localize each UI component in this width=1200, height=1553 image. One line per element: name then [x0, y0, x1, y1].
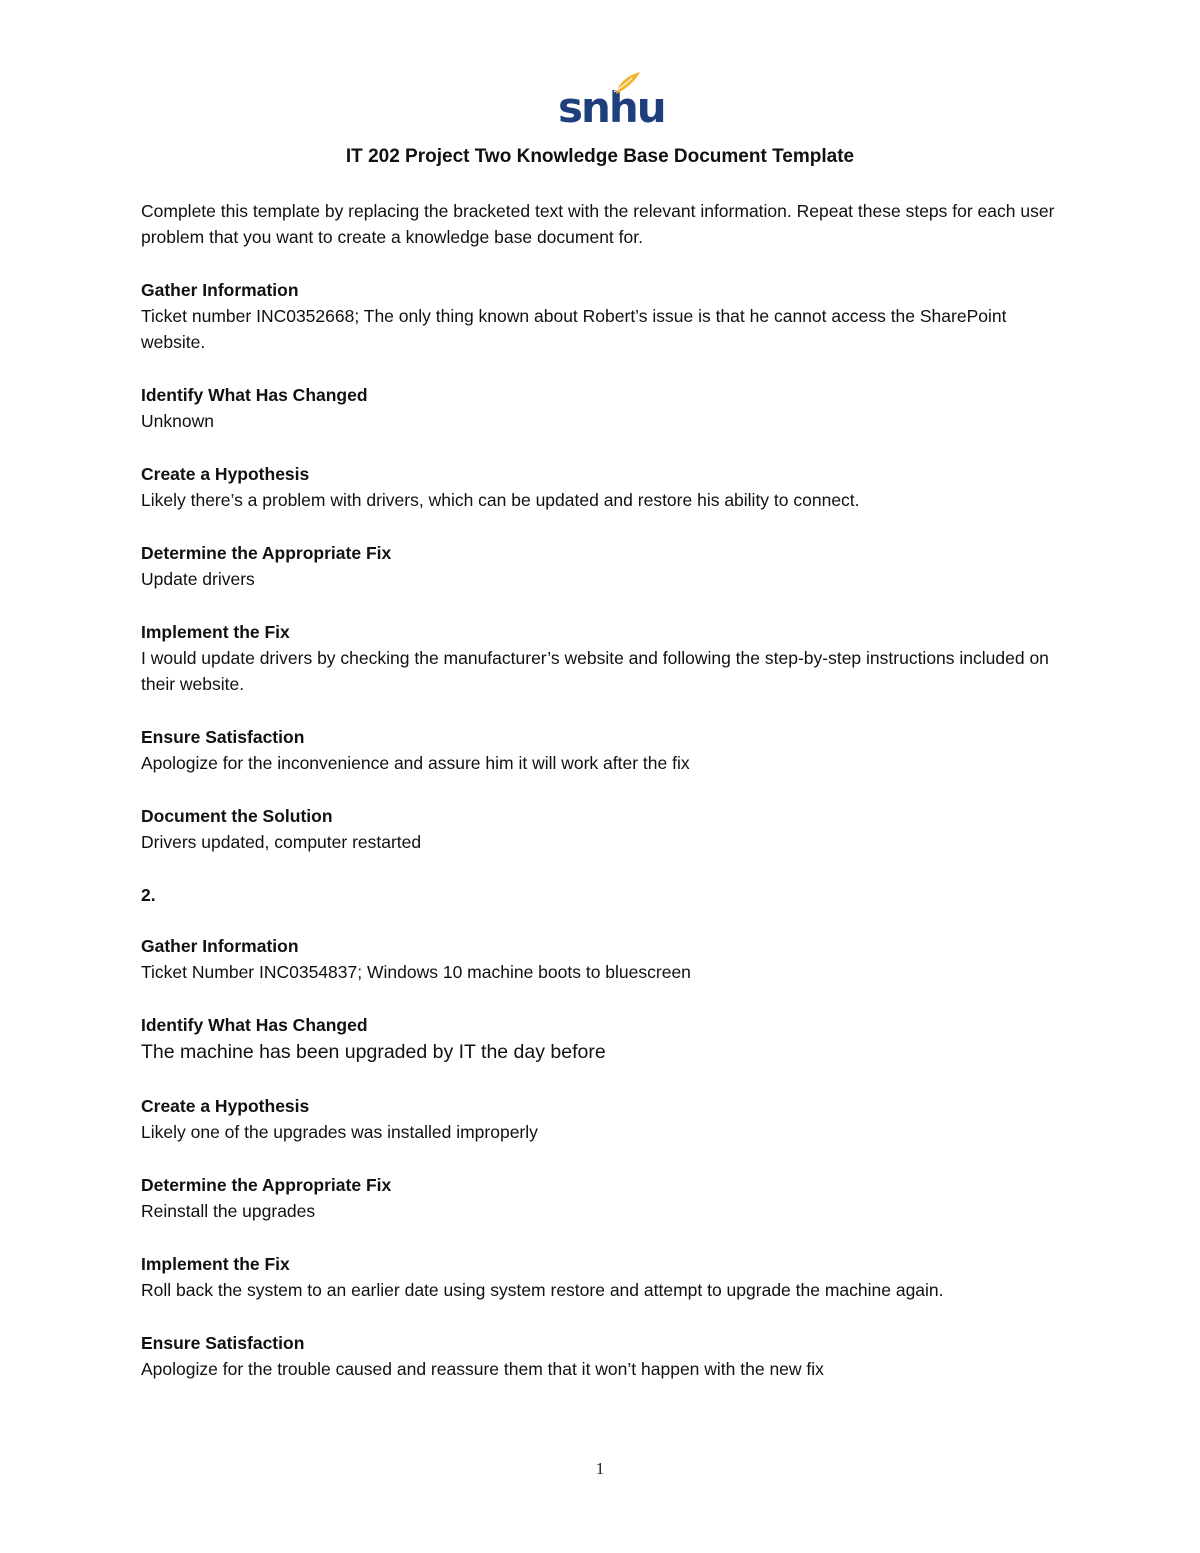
- section-heading: Determine the Appropriate Fix: [141, 543, 392, 563]
- section-heading: Ensure Satisfaction: [141, 1333, 305, 1353]
- section-heading: Gather Information: [141, 280, 299, 300]
- problem-number: 2.: [141, 885, 156, 905]
- p2-fix-section: [141, 1172, 1061, 1224]
- p1-document-section: [141, 803, 1061, 855]
- section-heading: Determine the Appropriate Fix: [141, 1175, 392, 1195]
- document-title: IT 202 Project Two Knowledge Base Document Template: [345, 146, 855, 167]
- section-text: The machine has been upgraded by IT the day before: [141, 1041, 606, 1063]
- section-text: Likely there’s a problem with drivers, which can be updated and restore his ability to connect.: [141, 490, 860, 510]
- section-heading: Gather Information: [141, 936, 299, 956]
- logo-wordmark: snhu: [558, 83, 665, 132]
- section-heading: Implement the Fix: [141, 1254, 290, 1274]
- section-text: Likely one of the upgrades was installed improperly: [141, 1122, 538, 1142]
- section-text: I would update drivers by checking the manufacturer’s website and following the step-by-step instructions included on their website.: [141, 648, 1049, 694]
- p2-satisfaction-section: [141, 1330, 1061, 1382]
- p2-implement-section: [141, 1251, 1061, 1303]
- section-text: Reinstall the upgrades: [141, 1201, 316, 1221]
- section-heading: Identify What Has Changed: [141, 385, 368, 405]
- section-heading: Create a Hypothesis: [141, 464, 310, 484]
- p1-hypothesis-section: [141, 461, 1061, 513]
- p1-gather-section: [141, 277, 1061, 355]
- p1-satisfaction-section: [141, 724, 1061, 776]
- section-text: Unknown: [141, 411, 214, 431]
- section-text: Drivers updated, computer restarted: [141, 832, 422, 852]
- section-heading: Implement the Fix: [141, 622, 290, 642]
- p1-changed-section: [141, 382, 1061, 434]
- snhu-logo: [556, 70, 665, 134]
- section-heading: Create a Hypothesis: [141, 1096, 310, 1116]
- section-text: Ticket Number INC0354837; Windows 10 machine boots to bluescreen: [141, 962, 691, 982]
- document-body: [141, 198, 1061, 1409]
- section-heading: Identify What Has Changed: [141, 1015, 368, 1035]
- p1-implement-section: [141, 619, 1061, 697]
- section-text: Roll back the system to an earlier date using system restore and attempt to upgrade the machine again.: [141, 1280, 944, 1300]
- section-heading: Document the Solution: [141, 806, 333, 826]
- intro-paragraph: Complete this template by replacing the bracketed text with the relevant information. Repeat these steps for each user problem that you want to create a knowledge base document for.: [141, 201, 1055, 247]
- p1-fix-section: [141, 540, 1061, 592]
- leaf-icon: [612, 70, 642, 96]
- section-text: Apologize for the trouble caused and reassure them that it won’t happen with the new fix: [141, 1359, 824, 1379]
- p2-gather-section: [141, 933, 1061, 985]
- section-text: Update drivers: [141, 569, 255, 589]
- section-text: Apologize for the inconvenience and assure him it will work after the fix: [141, 753, 690, 773]
- p2-hypothesis-section: [141, 1093, 1061, 1145]
- section-text: Ticket number INC0352668; The only thing known about Robert’s issue is that he cannot access the SharePoint website.: [141, 306, 1007, 352]
- section-heading: Ensure Satisfaction: [141, 727, 305, 747]
- p2-changed-section: [141, 1012, 1061, 1066]
- page-number: 1: [595, 1459, 605, 1478]
